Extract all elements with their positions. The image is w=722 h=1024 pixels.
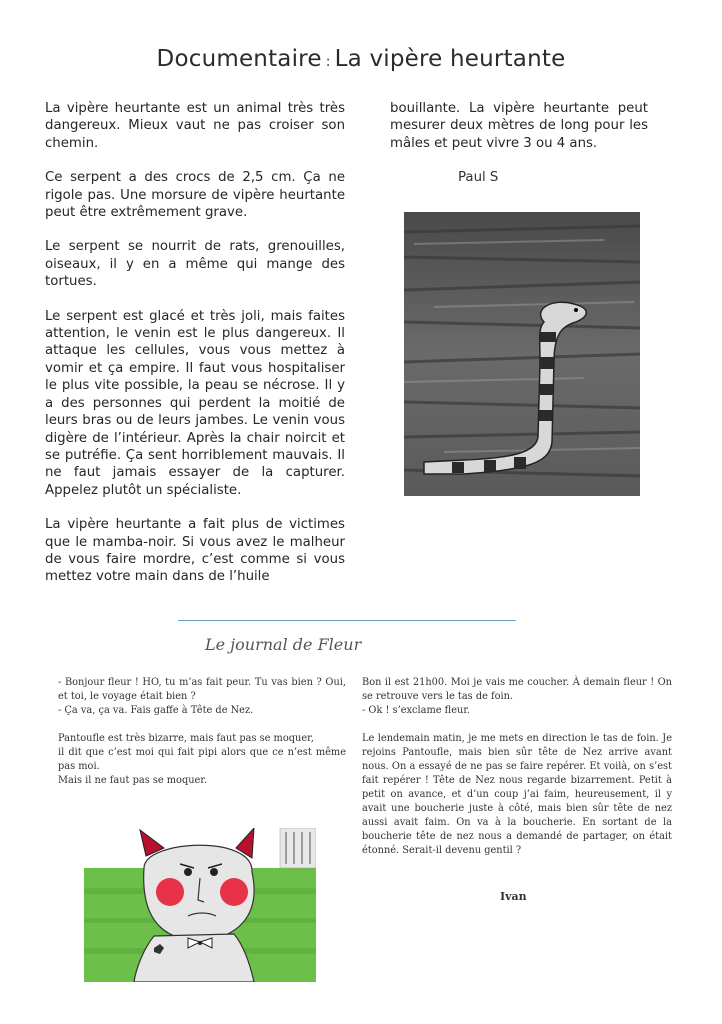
snake-drawing	[404, 212, 640, 496]
journal-intro	[362, 676, 672, 718]
article-paragraph: bouillante. La vipère heurtante peut mesurer deux mètres de long pour les mâles et peut vivre 3 ou 4 ans.	[390, 101, 648, 151]
article-paragraph: La vipère heurtante a fait plus de victimes que le mamba-noir. Si vous avez le malheur de vous faire mordre, c’est comme si vous mettez votre main dans de l’huile	[45, 517, 345, 585]
snake-drawing-image	[404, 212, 640, 496]
journal-paragraph	[58, 732, 346, 788]
title-colon: :	[325, 54, 331, 70]
article-paragraph: La vipère heurtante est un animal très très dangereux. Mieux vaut ne pas croiser son chemin.	[45, 101, 345, 151]
article-title	[0, 46, 722, 72]
journal-right-column	[362, 676, 672, 872]
intro-line: - Ok ! s’exclame fleur.	[362, 705, 471, 716]
paragraph-line: Mais il ne faut pas se moquer.	[58, 775, 208, 786]
intro-line: Bon il est 21h00. Moi je vais me coucher. À demain fleur ! On se retrouve vers le tas de foin.	[362, 677, 672, 702]
journal-author: Ivan	[500, 890, 527, 903]
article-paragraph: Le serpent se nourrit de rats, grenouilles, oiseaux, il y en a même qui mange des tortues.	[45, 239, 345, 290]
dialogue-line: - Ça va, ça va. Fais gaffe à Tête de Nez.	[58, 705, 254, 716]
journal-title: Le journal de Fleur	[205, 635, 362, 654]
article-paragraph: Le serpent est glacé et très joli, mais faites attention, le venin est le plus dangereux. Il attaque les cellules, vous vous mettez à vomir et ça empire. Il faut vous hospitaliser le plus vite possible, la peau se nécrose. Il y a des personnes qui perdent la moitié de leurs bras ou de leurs jambes. Le venin vous digère de l’intérieur. Après la chair noircit et se putréfie. Ça sent horriblement mauvais. Il ne faut jamais essayer de la capturer. Appelez plutôt un spécialiste.	[45, 308, 345, 498]
journal-paragraph: Le lendemain matin, je me mets en direction le tas de foin. Je rejoins Pantoufle, mais bien sûr tête de Nez arrive avant nous. On a essayé de ne pas se faire repérer. Et voilà, on s’est fait repérer ! Tête de Nez nous regarde bizarrement. Petit à petit on avance, et d’un coup j’ai faim, heureusement, il y avait une boucherie juste à côté, mais bien sûr tête de nez aussi avait faim. On va à la boucherie. En sortant de la boucherie tête de nez nous a demandé de partager, on était étonné. Serait-il devenu gentil ?	[362, 733, 672, 856]
paragraph-line: il dit que c’est moi qui fait pipi alors que ce n’est même pas moi.	[58, 747, 346, 772]
journal-dialogue	[58, 676, 346, 718]
devil-drawing	[84, 828, 316, 982]
title-main: Documentaire	[156, 46, 322, 72]
paragraph-line: Pantoufle est très bizarre, mais faut pas se moquer,	[58, 733, 314, 744]
article-right-column	[390, 100, 648, 169]
article-author: Paul S	[458, 170, 499, 185]
section-divider	[178, 620, 516, 621]
article-left-column	[45, 100, 345, 603]
title-sub: La vipère heurtante	[334, 46, 566, 72]
devil-drawing-image	[84, 828, 316, 982]
dialogue-line: - Bonjour fleur ! HO, tu m’as fait peur. Tu vas bien ? Oui, et toi, le voyage était bien ?	[58, 677, 346, 702]
journal-left-column	[58, 676, 346, 802]
article-paragraph: Ce serpent a des crocs de 2,5 cm. Ça ne rigole pas. Une morsure de vipère heurtante peut être extrêmement grave.	[45, 170, 345, 221]
